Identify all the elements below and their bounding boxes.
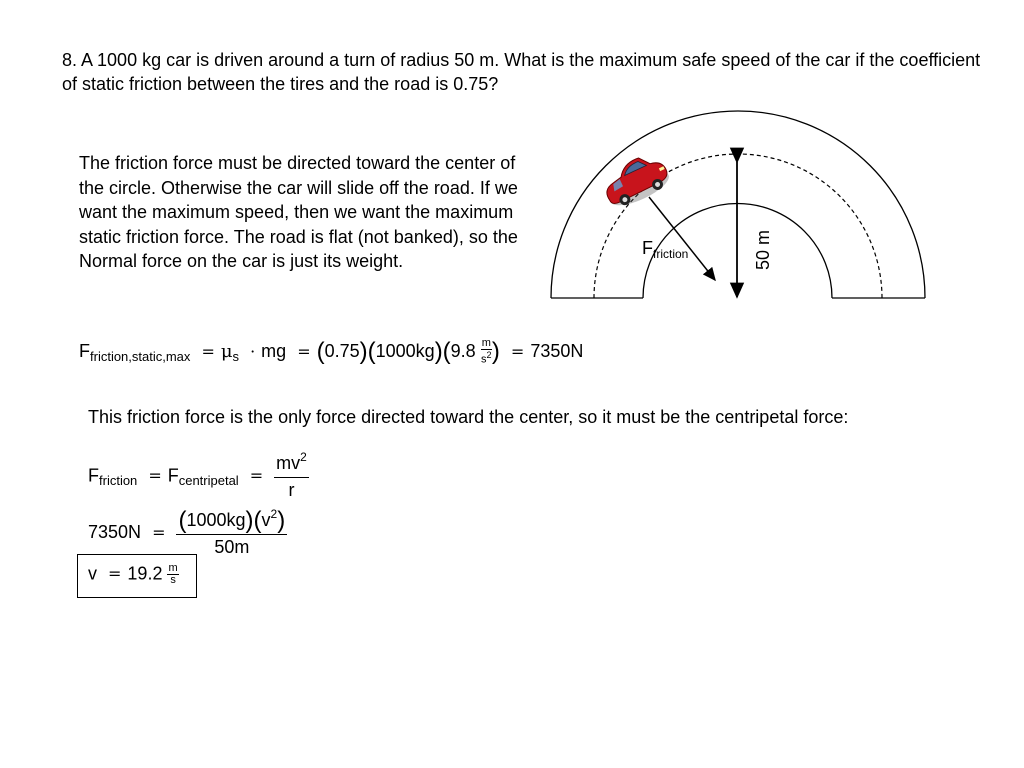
- eq3-lhs: 7350N: [88, 521, 142, 542]
- eq1-result: 7350N: [530, 341, 584, 361]
- eq1-paren: )(: [434, 338, 451, 365]
- car-icon: [598, 149, 673, 212]
- answer-value: 19.2: [127, 563, 163, 584]
- eq1-paren: )(: [359, 338, 376, 365]
- eq2-num-base: mv: [276, 453, 301, 473]
- answer-equation: [88, 563, 179, 586]
- eq1-dot: ·: [250, 342, 256, 361]
- friction-label-sub: friction: [653, 247, 689, 261]
- friction-label: [642, 238, 688, 261]
- centripetal-statement: This friction force is the only force directed toward the center, so it must be the centripetal force:: [88, 407, 849, 427]
- friction-label-main: F: [642, 238, 653, 258]
- eq3-paren: ): [277, 507, 286, 534]
- problem-statement: 8. A 1000 kg car is driven around a turn of radius 50 m. What is the maximum safe speed of the car if the coefficient of static friction between the tires and the road is 0.75?: [62, 50, 981, 94]
- eq1-equals-3: =: [510, 342, 525, 361]
- eq1-paren: ): [491, 338, 500, 365]
- equation-substituted: [88, 507, 287, 559]
- eq1-g: 9.8: [450, 341, 476, 361]
- eq1-coef: 0.75: [324, 341, 360, 361]
- eq1-paren: (: [316, 338, 325, 365]
- answer-equals: =: [108, 564, 122, 584]
- outer-road-edge: [551, 111, 925, 298]
- eq3-den: 50m: [214, 537, 250, 557]
- eq1-lhs-sub: friction,static,max: [90, 349, 191, 364]
- eq1-lhs: F: [79, 341, 90, 361]
- eq1-mu-sub: s: [232, 349, 240, 364]
- eq1-unit-den-exp: 2: [486, 350, 492, 361]
- eq2-num: [274, 451, 309, 478]
- eq1-unit-den: [481, 350, 492, 366]
- eq1-mg: mg: [261, 341, 287, 361]
- eq3-num: [176, 507, 287, 535]
- eq3-num-mass: 1000kg: [186, 510, 246, 530]
- eq1-equals-1: =: [201, 342, 215, 361]
- eq3-paren: (: [178, 507, 187, 534]
- eq1-mu: μ: [220, 341, 233, 362]
- radius-label: 50 m: [753, 229, 773, 271]
- explanation-paragraph: The friction force must be directed toward the center of the circle. Otherwise the car will slide off the road. If we want the maximum speed, then we want the maximum static friction force. The road is flat (not banked), so the Normal force on the car is just its weight.: [79, 153, 518, 271]
- eq1-unit-num: m: [481, 337, 491, 350]
- eq3-fraction: [176, 507, 287, 559]
- eq1-unit-den-base: s: [481, 354, 487, 367]
- eq2-equals-1: =: [148, 466, 162, 486]
- answer-unit-den: s: [170, 574, 176, 586]
- eq2-f2: F: [167, 465, 179, 486]
- eq3-num-v: v: [261, 510, 271, 530]
- eq3-paren: )(: [245, 507, 262, 534]
- eq1-mass: 1000kg: [375, 341, 435, 361]
- eq2-num-exp: 2: [300, 450, 307, 464]
- eq2-f1: F: [88, 465, 99, 486]
- answer-lhs: v: [88, 563, 97, 584]
- eq1-unit-fraction: [481, 338, 492, 366]
- answer-unit-fraction: [167, 563, 178, 586]
- eq2-fraction: [274, 451, 309, 502]
- eq2-den: r: [288, 480, 295, 500]
- equation-friction-max: [79, 336, 583, 366]
- equation-centripetal: [88, 451, 309, 502]
- eq2-f1-sub: friction: [99, 473, 138, 489]
- eq3-equals: =: [152, 522, 166, 542]
- eq2-equals-2: =: [249, 466, 264, 486]
- eq1-equals-2: =: [297, 342, 311, 361]
- answer-unit-num: m: [168, 562, 178, 574]
- eq3-num-exp: 2: [270, 507, 278, 521]
- eq2-f2-sub: centripetal: [178, 473, 239, 489]
